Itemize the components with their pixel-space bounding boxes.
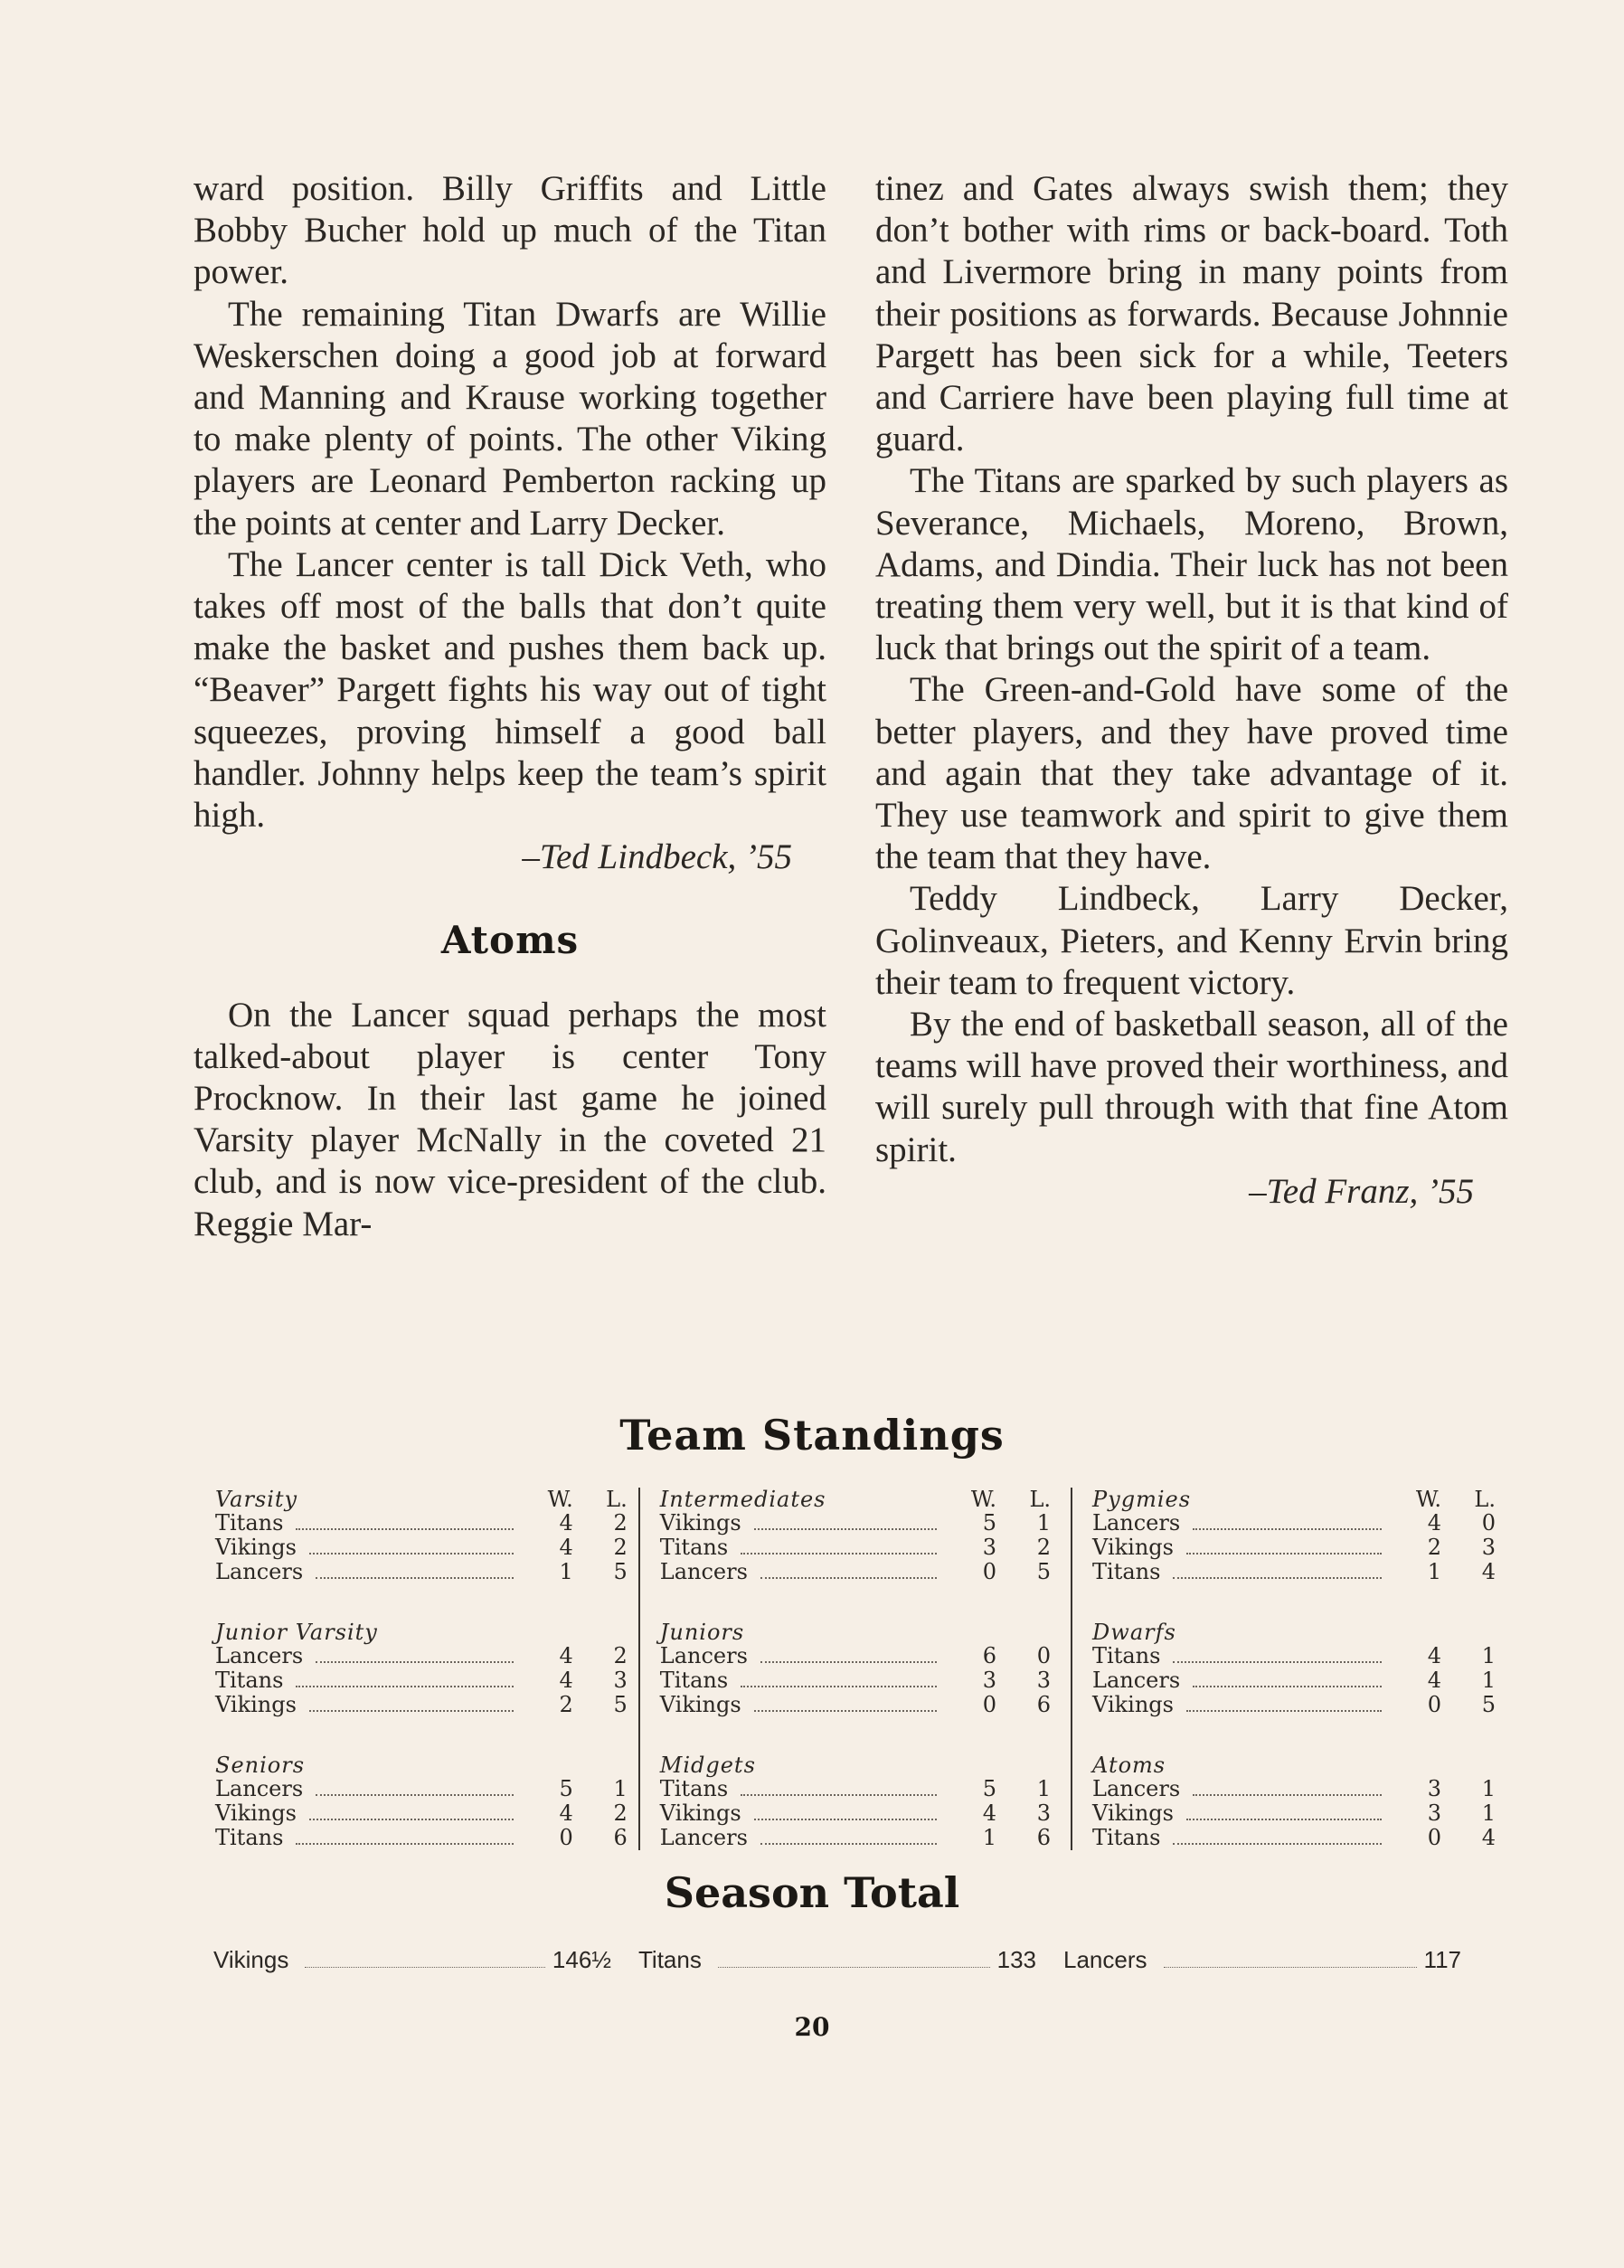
page-number: 20 <box>794 2012 830 2042</box>
division-block <box>660 1488 1051 1584</box>
losses-value: 5 <box>1481 1692 1496 1717</box>
section-heading-atoms: Atoms <box>440 918 580 963</box>
team-name: Vikings <box>215 1692 297 1717</box>
standings-column <box>204 1488 638 1850</box>
losses-value: 5 <box>613 1559 628 1584</box>
dot-leader <box>760 1661 937 1663</box>
article-paragraph: By the end of basketball season, all of the teams will have proved their worthiness, and will surely pull through with that fine Atom spirit. <box>875 1005 1508 1169</box>
dot-leader <box>296 1528 513 1530</box>
team-name: Lancers <box>1063 1946 1147 1973</box>
right-column <box>875 168 1508 1213</box>
wins-value: 1 <box>559 1559 573 1584</box>
losses-value: 3 <box>613 1668 628 1693</box>
standings-title: Team Standings <box>619 1411 1005 1460</box>
division-block <box>1092 1753 1496 1850</box>
team-name: Titans <box>638 1946 702 1973</box>
team-row <box>1092 1826 1496 1850</box>
wins-value: 3 <box>1427 1800 1441 1826</box>
division-name: Dwarfs <box>1092 1620 1176 1645</box>
wins-header: W. <box>547 1487 573 1512</box>
division-block <box>1092 1621 1496 1717</box>
dot-leader <box>316 1577 514 1579</box>
division-header <box>1092 1621 1496 1644</box>
team-row <box>1092 1668 1496 1693</box>
wins-value: 2 <box>1427 1535 1441 1560</box>
team-name: Lancers <box>1092 1668 1181 1693</box>
division-name: Seniors <box>215 1753 306 1778</box>
division-name: Midgets <box>659 1753 756 1778</box>
team-row <box>215 1536 628 1560</box>
division-name: Juniors <box>659 1620 745 1645</box>
dot-leader <box>309 1553 514 1555</box>
team-row <box>215 1801 628 1826</box>
dot-leader <box>316 1794 514 1796</box>
author-signature: –Ted Franz, ’55 <box>1249 1171 1474 1211</box>
wins-value: 0 <box>1427 1692 1441 1717</box>
team-name: Vikings <box>215 1800 297 1826</box>
wins-value: 4 <box>982 1800 997 1826</box>
team-name: Vikings <box>659 1800 741 1826</box>
losses-value: 4 <box>1481 1825 1496 1850</box>
team-row <box>215 1826 628 1850</box>
losses-value: 1 <box>1481 1800 1496 1826</box>
team-row <box>1092 1536 1496 1560</box>
team-name: Lancers <box>215 1559 304 1584</box>
division-name: Atoms <box>1092 1753 1166 1778</box>
division-header <box>1092 1488 1496 1511</box>
division-header <box>660 1488 1051 1511</box>
losses-header: L. <box>1029 1487 1052 1512</box>
wins-value: 4 <box>559 1643 573 1668</box>
team-name: Lancers <box>215 1643 304 1668</box>
division-header <box>660 1753 1051 1777</box>
dot-leader <box>305 1967 545 1968</box>
losses-value: 2 <box>613 1643 628 1668</box>
wins-value: 1 <box>1427 1559 1441 1584</box>
team-name: Vikings <box>659 1692 741 1717</box>
season-total-item <box>1063 1946 1488 1974</box>
dot-leader <box>754 1710 937 1712</box>
division-name: Intermediates <box>659 1487 826 1512</box>
wins-value: 4 <box>1427 1668 1441 1693</box>
season-points: 117 <box>1423 1946 1461 1973</box>
team-name: Vikings <box>659 1510 741 1536</box>
team-name: Titans <box>1092 1643 1161 1668</box>
team-row <box>660 1826 1051 1850</box>
wins-header: W. <box>970 1487 997 1512</box>
losses-value: 2 <box>1036 1535 1052 1560</box>
losses-value: 1 <box>1481 1643 1496 1668</box>
division-block <box>1092 1488 1496 1584</box>
team-name: Titans <box>215 1510 284 1536</box>
team-name: Vikings <box>215 1535 297 1560</box>
season-points: 146½ <box>552 1946 611 1973</box>
team-row <box>1092 1693 1496 1717</box>
team-row <box>1092 1801 1496 1826</box>
season-total-item <box>213 1946 638 1974</box>
division-header <box>215 1621 628 1644</box>
wins-value: 0 <box>1427 1825 1441 1850</box>
dot-leader <box>1193 1528 1382 1530</box>
losses-value: 1 <box>1036 1510 1052 1536</box>
author-signature: –Ted Lindbeck, ’55 <box>522 837 792 877</box>
article-paragraph: ward position. Billy Griffits and Little Bobby Bucher hold up much of the Titan power. <box>194 169 826 292</box>
division-name: Varsity <box>215 1487 298 1512</box>
wins-value: 3 <box>982 1668 997 1693</box>
article-paragraph: Teddy Lindbeck, Larry Decker, Golinveaux, Pieters, and Kenny Ervin bring their team to frequent victory. <box>875 879 1508 1002</box>
losses-value: 2 <box>613 1510 628 1536</box>
losses-value: 3 <box>1036 1668 1052 1693</box>
team-name: Lancers <box>1092 1776 1181 1801</box>
dot-leader <box>1164 1967 1417 1968</box>
wins-value: 1 <box>982 1825 997 1850</box>
team-row <box>1092 1511 1496 1536</box>
team-row <box>660 1644 1051 1668</box>
dot-leader <box>1186 1819 1382 1820</box>
team-row <box>215 1777 628 1801</box>
dot-leader <box>760 1577 937 1579</box>
division-name: Pygmies <box>1092 1487 1192 1512</box>
losses-value: 5 <box>613 1692 628 1717</box>
wins-value: 4 <box>559 1668 573 1693</box>
dot-leader <box>1186 1553 1382 1555</box>
dot-leader <box>296 1843 513 1845</box>
losses-value: 3 <box>1481 1535 1496 1560</box>
dot-leader <box>1173 1661 1382 1663</box>
season-points: 133 <box>996 1946 1036 1973</box>
losses-value: 1 <box>1036 1776 1052 1801</box>
wins-value: 2 <box>559 1692 573 1717</box>
losses-value: 1 <box>1481 1668 1496 1693</box>
article-paragraph: On the Lancer squad perhaps the most talked-about player is center Tony Procknow. In their last game he joined Varsity player McNally in the coveted 21 club, and is now vice-president of the club. Reggie Mar- <box>194 995 826 1243</box>
losses-header: L. <box>1474 1487 1496 1512</box>
division-block <box>215 1621 628 1717</box>
team-row <box>660 1668 1051 1693</box>
division-header <box>215 1488 628 1511</box>
team-row <box>1092 1777 1496 1801</box>
team-name: Titans <box>1092 1559 1161 1584</box>
team-name: Lancers <box>659 1825 748 1850</box>
losses-header: L. <box>606 1487 628 1512</box>
article-paragraph: The Titans are sparked by such players as Severance, Michaels, Moreno, Brown, Adams, and Dindia. Their luck has not been treating them very well, but it is that kind of luck that brings out the spirit of a team. <box>875 461 1508 668</box>
team-name: Vikings <box>1092 1692 1174 1717</box>
season-total-row <box>213 1946 1488 1974</box>
team-name: Titans <box>659 1668 729 1693</box>
team-row <box>1092 1644 1496 1668</box>
dot-leader <box>309 1710 514 1712</box>
dot-leader <box>1173 1843 1382 1845</box>
wins-value: 4 <box>559 1535 573 1560</box>
team-row <box>660 1536 1051 1560</box>
division-block <box>215 1753 628 1850</box>
season-total-title: Season Total <box>664 1868 960 1917</box>
team-name: Lancers <box>659 1643 748 1668</box>
wins-value: 3 <box>982 1535 997 1560</box>
wins-value: 4 <box>1427 1510 1441 1536</box>
wins-value: 0 <box>559 1825 573 1850</box>
wins-value: 5 <box>982 1510 997 1536</box>
standings-column <box>1072 1488 1506 1850</box>
wins-value: 5 <box>982 1776 997 1801</box>
team-row <box>215 1511 628 1536</box>
losses-value: 5 <box>1036 1559 1052 1584</box>
losses-value: 3 <box>1036 1800 1052 1826</box>
team-name: Vikings <box>213 1946 289 1973</box>
team-row <box>215 1668 628 1693</box>
article-paragraph: tinez and Gates always swish them; they don’t bother with rims or back-board. Toth and Livermore bring in many points from their positions as forwards. Because Johnnie Pargett has been sick for a while, Teeters and Carriere have been playing full time at guard. <box>875 169 1508 459</box>
article-paragraph: The remaining Titan Dwarfs are Willie Weskerschen doing a good job at forward and Manning and Krause working together to make plenty of points. The other Viking players are Leonard Pemberton racking up the points at center and Larry Decker. <box>194 294 826 543</box>
dot-leader <box>754 1819 937 1820</box>
losses-value: 1 <box>1481 1776 1496 1801</box>
dot-leader <box>718 1967 990 1968</box>
article-paragraph: The Green-and-Gold have some of the better players, and they have proved time and again that they take advantage of it. They use teamwork and spirit to give them the team that they have. <box>875 670 1508 877</box>
dot-leader <box>760 1843 937 1845</box>
wins-value: 6 <box>982 1643 997 1668</box>
dot-leader <box>1193 1794 1382 1796</box>
dot-leader <box>309 1819 514 1820</box>
losses-value: 0 <box>1036 1643 1052 1668</box>
team-name: Titans <box>659 1535 729 1560</box>
wins-value: 5 <box>559 1776 573 1801</box>
wins-value: 0 <box>982 1559 997 1584</box>
team-row <box>215 1560 628 1584</box>
team-row <box>1092 1560 1496 1584</box>
dot-leader <box>316 1661 514 1663</box>
article-paragraph: The Lancer center is tall Dick Veth, who takes off most of the balls that don’t quite make the basket and pushes them back up. “Beaver” Pargett fights his way out of tight squeezes, proving himself a good ball handler. Johnny helps keep the team’s spirit high. <box>194 544 826 836</box>
standings-table <box>204 1488 1506 1850</box>
dot-leader <box>1193 1686 1382 1687</box>
team-name: Titans <box>1092 1825 1161 1850</box>
team-row <box>660 1560 1051 1584</box>
wins-value: 3 <box>1427 1776 1441 1801</box>
team-name: Lancers <box>659 1559 748 1584</box>
standings-column <box>638 1488 1072 1850</box>
team-name: Titans <box>215 1825 284 1850</box>
dot-leader <box>741 1553 937 1555</box>
wins-value: 4 <box>559 1800 573 1826</box>
team-name: Titans <box>659 1776 729 1801</box>
division-block <box>660 1621 1051 1717</box>
dot-leader <box>296 1686 513 1687</box>
division-header <box>1092 1753 1496 1777</box>
dot-leader <box>1186 1710 1382 1712</box>
losses-value: 6 <box>1036 1692 1052 1717</box>
wins-value: 4 <box>1427 1643 1441 1668</box>
losses-value: 2 <box>613 1535 628 1560</box>
team-name: Titans <box>215 1668 284 1693</box>
dot-leader <box>754 1528 937 1530</box>
dot-leader <box>741 1794 937 1796</box>
losses-value: 4 <box>1481 1559 1496 1584</box>
division-name: Junior Varsity <box>215 1620 378 1645</box>
division-block <box>660 1753 1051 1850</box>
losses-value: 0 <box>1481 1510 1496 1536</box>
wins-value: 0 <box>982 1692 997 1717</box>
division-header <box>660 1621 1051 1644</box>
left-column <box>194 168 826 1245</box>
team-row <box>660 1511 1051 1536</box>
losses-value: 1 <box>613 1776 628 1801</box>
team-row <box>215 1644 628 1668</box>
team-name: Lancers <box>1092 1510 1181 1536</box>
losses-value: 6 <box>1036 1825 1052 1850</box>
division-block <box>215 1488 628 1584</box>
wins-header: W. <box>1415 1487 1441 1512</box>
team-row <box>660 1693 1051 1717</box>
losses-value: 6 <box>613 1825 628 1850</box>
team-row <box>660 1801 1051 1826</box>
division-header <box>215 1753 628 1777</box>
team-name: Vikings <box>1092 1800 1174 1826</box>
wins-value: 4 <box>559 1510 573 1536</box>
dot-leader <box>1173 1577 1382 1579</box>
season-total-item <box>638 1946 1063 1974</box>
team-name: Lancers <box>215 1776 304 1801</box>
team-row <box>215 1693 628 1717</box>
team-row <box>660 1777 1051 1801</box>
dot-leader <box>741 1686 937 1687</box>
losses-value: 2 <box>613 1800 628 1826</box>
team-name: Vikings <box>1092 1535 1174 1560</box>
